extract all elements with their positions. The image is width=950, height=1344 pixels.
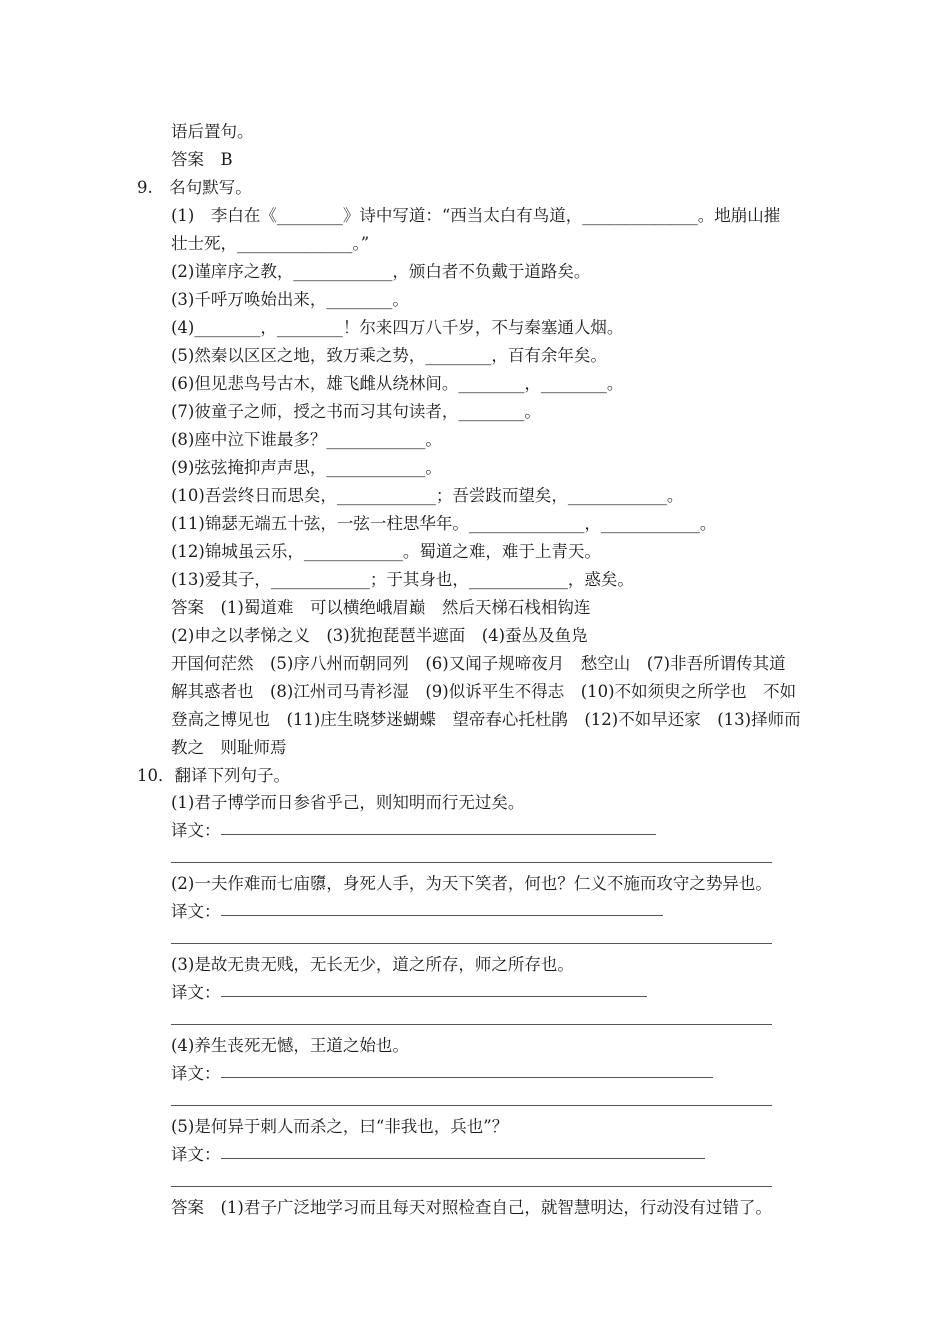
translation-blank — [171, 1024, 772, 1025]
translate-sentence: (1)君子博学而日参省乎己，则知明而行无过矣。 — [171, 793, 525, 812]
answer-line: 开国何茫然 (5)序八州而朝同列 (6)又闻子规啼夜月 愁空山 (7)非吾所谓传其道 — [171, 654, 786, 673]
translation-blank — [221, 915, 663, 916]
question-item: (9)弦弦掩抑声声思，____________。 — [171, 458, 442, 477]
question-item: (5)然秦以区区之地，致万乘之势，________，百有余年矣。 — [171, 346, 607, 365]
translation-blank — [221, 996, 647, 997]
translation-blank — [221, 1158, 705, 1159]
question-item: (4)________，________！尔来四万八千岁，不与秦塞通人烟。 — [171, 318, 624, 337]
question-heading: 9. 名句默写。 — [137, 178, 252, 197]
translation-label: 译文： — [171, 983, 221, 1002]
answer-line: 答案 (1)君子广泛地学习而且每天对照检查自己，就智慧明达，行动没有过错了。 — [171, 1198, 772, 1217]
translation-blank — [171, 1105, 772, 1106]
question-heading: 10．翻译下列句子。 — [137, 766, 290, 785]
question-item: (8)座中泣下谁最多？____________。 — [171, 430, 442, 449]
question-item: (7)彼童子之师，授之书而习其句读者，________。 — [171, 402, 541, 421]
question-item: (11)锦瑟无端五十弦，一弦一柱思华年。______________，____________。 — [171, 514, 717, 533]
answer-line: 解其惑者也 (8)江州司马青衫湿 (9)似诉平生不得志 (10)不如须臾之所学也 不如 — [171, 682, 797, 701]
question-item: (10)吾尝终日而思矣，____________；吾尝跂而望矣，____________。 — [171, 486, 684, 505]
translation-blank — [221, 1077, 713, 1078]
translation-label: 译文： — [171, 902, 221, 921]
question-item: (1) 李白在《________》诗中写道：“西当太白有鸟道，______________。地崩山摧 — [171, 206, 781, 225]
question-item-cont: 壮士死，______________。” — [171, 234, 370, 253]
text-line: 语后置句。 — [171, 122, 254, 141]
translation-label: 译文： — [171, 1145, 221, 1164]
translate-sentence: (2)一夫作难而七庙隳，身死人手，为天下笑者，何也？仁义不施而攻守之势异也。 — [171, 874, 772, 893]
answer-line: 答案 B — [171, 150, 233, 169]
answer-line: 登高之博见也 (11)庄生晓梦迷蝴蝶 望帝春心托杜鹃 (12)不如早还家 (13)择师而 — [171, 710, 801, 729]
question-item: (2)谨庠序之教，____________，颁白者不负戴于道路矣。 — [171, 262, 591, 281]
question-item: (12)锦城虽云乐，____________。蜀道之难，难于上青天。 — [171, 542, 601, 561]
question-item: (3)千呼万唤始出来，________。 — [171, 290, 409, 309]
question-item: (13)爱其子，____________；于其身也，____________，惑矣。 — [171, 570, 634, 589]
translation-label: 译文： — [171, 821, 221, 840]
translation-blank — [171, 862, 772, 863]
answer-line: 教之 则耻师焉 — [171, 738, 287, 757]
translation-blank — [221, 834, 656, 835]
translation-label: 译文： — [171, 1064, 221, 1083]
question-item: (6)但见悲鸟号古木，雄飞雌从绕林间。________，________。 — [171, 374, 624, 393]
translation-blank — [171, 943, 772, 944]
translation-blank — [171, 1186, 772, 1187]
answer-line: 答案 (1)蜀道难 可以横绝峨眉巅 然后天梯石栈相钩连 — [171, 598, 591, 617]
translate-sentence: (4)养生丧死无憾，王道之始也。 — [171, 1036, 409, 1055]
translate-sentence: (3)是故无贵无贱，无长无少，道之所存，师之所存也。 — [171, 955, 574, 974]
translate-sentence: (5)是何异于刺人而杀之，曰“非我也，兵也”？ — [171, 1117, 509, 1136]
answer-line: (2)申之以孝悌之义 (3)犹抱琵琶半遮面 (4)蚕丛及鱼凫 — [171, 626, 588, 645]
